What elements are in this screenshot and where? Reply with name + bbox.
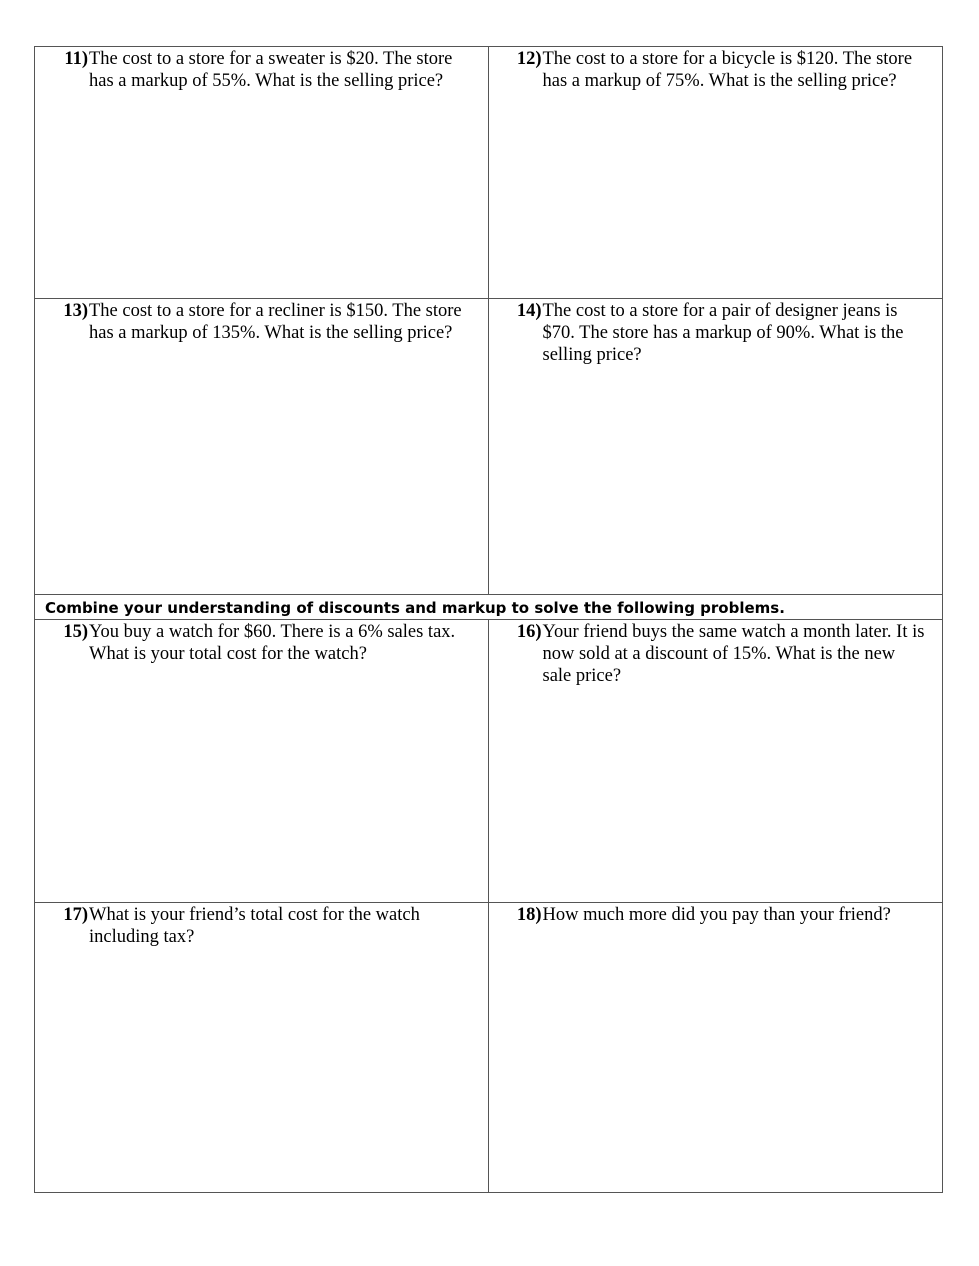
worksheet-grid bbox=[34, 46, 943, 1193]
problem-11 bbox=[59, 48, 474, 92]
problem-text: Your friend buys the same watch a month later. It is now sold at a discount of 15%. What is the new sale price? bbox=[542, 622, 925, 686]
problem-17 bbox=[59, 904, 474, 948]
problem-cell-11 bbox=[35, 47, 489, 298]
problem-cell-15 bbox=[35, 620, 489, 902]
problem-cell-16 bbox=[489, 620, 943, 902]
problem-number: 13) bbox=[63, 301, 88, 321]
problem-14 bbox=[513, 300, 929, 366]
problem-13 bbox=[59, 300, 474, 344]
problem-cell-12 bbox=[489, 47, 943, 298]
problem-cell-14 bbox=[489, 299, 943, 594]
problem-12 bbox=[513, 48, 929, 92]
problem-row bbox=[35, 620, 942, 902]
problem-row bbox=[35, 47, 942, 298]
problem-number: 15) bbox=[63, 622, 88, 642]
problem-number: 11) bbox=[64, 49, 88, 69]
problem-text: The cost to a store for a sweater is $20. The store has a markup of 55%. What is the selling price? bbox=[89, 49, 453, 91]
problem-16 bbox=[513, 621, 929, 687]
problem-number: 17) bbox=[63, 905, 88, 925]
problem-text: How much more did you pay than your friend? bbox=[542, 905, 891, 925]
problem-text: The cost to a store for a bicycle is $120. The store has a markup of 75%. What is the selling price? bbox=[542, 49, 913, 91]
problem-18 bbox=[513, 904, 929, 926]
problem-number: 14) bbox=[516, 301, 542, 321]
problem-cell-17 bbox=[35, 903, 489, 1192]
problem-number: 12) bbox=[516, 49, 542, 69]
problem-row bbox=[35, 902, 942, 1192]
problem-number: 16) bbox=[516, 622, 542, 642]
problem-cell-18 bbox=[489, 903, 943, 1192]
problem-cell-13 bbox=[35, 299, 489, 594]
problem-row bbox=[35, 298, 942, 594]
problem-text: What is your friend’s total cost for the watch including tax? bbox=[89, 905, 420, 947]
problem-text: You buy a watch for $60. There is a 6% sales tax. What is your total cost for the watch? bbox=[89, 622, 456, 664]
problem-number: 18) bbox=[516, 905, 542, 925]
problem-text: The cost to a store for a pair of designer jeans is $70. The store has a markup of 90%. What is the selling price? bbox=[542, 301, 904, 365]
problem-15 bbox=[59, 621, 474, 665]
section-instruction: Combine your understanding of discounts and markup to solve the following problems. bbox=[35, 594, 942, 620]
problem-text: The cost to a store for a recliner is $150. The store has a markup of 135%. What is the selling price? bbox=[89, 301, 462, 343]
